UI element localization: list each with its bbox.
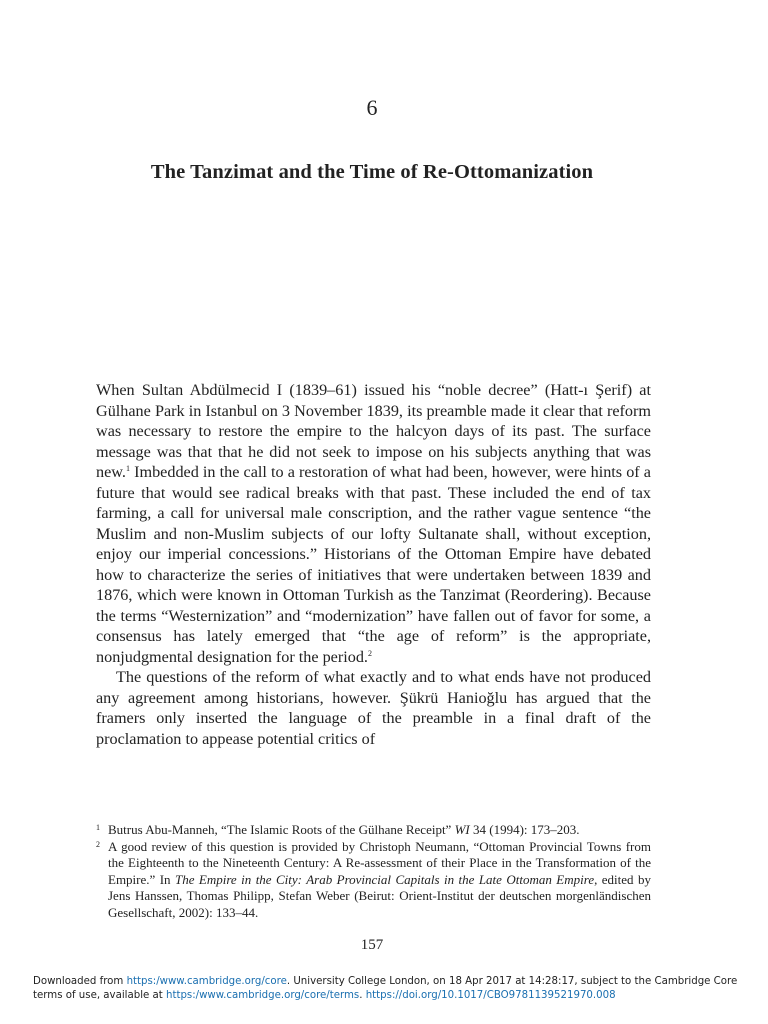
footnote-reference[interactable]: 2 xyxy=(367,648,372,658)
footnote-number: 2 xyxy=(96,839,100,849)
footnote-text: , edited by Jens Hanssen, Thomas Philipp, Stefan Weber (Beirut: Orient-Institut der deutschen morgenländischen Gesellschaft, 2002): 133–44. xyxy=(108,871,651,920)
notice-text: Downloaded from xyxy=(33,976,127,987)
terms-link[interactable]: https:/www.cambridge.org/core/terms xyxy=(166,990,360,1001)
footnote-reference[interactable]: 1 xyxy=(125,464,130,473)
chapter-title: The Tanzimat and the Time of Re-Ottomanization xyxy=(150,161,594,183)
footnote xyxy=(96,822,651,839)
cambridge-core-link[interactable]: https:/www.cambridge.org/core xyxy=(126,976,287,987)
paragraph xyxy=(96,380,651,667)
notice-text: . University College London, on 18 Apr 2017 at 14:28:17, subject to the Cambridge Core terms of use, available at xyxy=(33,976,738,1001)
body-text xyxy=(96,380,651,749)
paragraph-text: Imbedded in the call to a restoration of what had been, however, were hints of a future that would see radical breaks with that past. These included the end of tax farming, a call for universal male conscription, and the rather vague sentence “the Muslim and non-Muslim subjects of our lofty Sultanate shall, without exception, enjoy our imperial concessions.” Historians of the Ottoman Empire have debated how to characterize the series of initiatives that were undertaken between 1839 and 1876, which were known in Ottoman Turkish as the Tanzimat (Reordering). Because the terms “Westernization” and “modernization” have fallen out of favor for some, a consensus has lately emerged that “the age of reform” is the appropriate, nonjudgmental designation for the period. xyxy=(96,463,651,666)
page-number: 157 xyxy=(360,937,384,953)
chapter-number: 6 xyxy=(366,95,378,120)
paragraph: The questions of the reform of what exactly and to what ends have not produced any agreement among historians, however. Şükrü Hanioğlu has argued that the framers only inserted the language of the preamble in a final draft of the proclamation to appease potential critics of xyxy=(96,668,651,748)
journal-title: WI xyxy=(454,822,470,837)
footnotes xyxy=(96,822,651,922)
book-title: The Empire in the City: Arab Provincial Capitals in the Late Ottoman Empire xyxy=(174,871,595,887)
footnote-text: A good review of this question is provided by Christoph Neumann, “Ottoman Provincial Towns from the Eighteenth to the Nineteenth Century: A Re-assessment of their Place in the Transformation of the Empire.” In xyxy=(108,838,651,887)
paragraph-text: When Sultan Abdülmecid I (1839–61) issued his “noble decree” (Hatt-ı Şerif) at Gülhane Park in Istanbul on 3 November 1839, its preamble made it clear that reform was necessary to restore the empire to the halcyon days of its past. The surface message was that that he did not seek to impose on his subjects anything that was new. xyxy=(96,381,651,481)
footnote-text: Butrus Abu-Manneh, “The Islamic Roots of the Gülhane Receipt” xyxy=(108,822,455,837)
doi-link[interactable]: https://doi.org/10.1017/CBO9781139521970.008 xyxy=(365,990,616,1001)
footnote-text: 34 (1994): 173–203. xyxy=(469,822,580,837)
notice-text: . xyxy=(359,990,366,1001)
footnote-number: 1 xyxy=(96,823,100,832)
download-notice xyxy=(33,975,743,1003)
footnote xyxy=(96,839,651,922)
